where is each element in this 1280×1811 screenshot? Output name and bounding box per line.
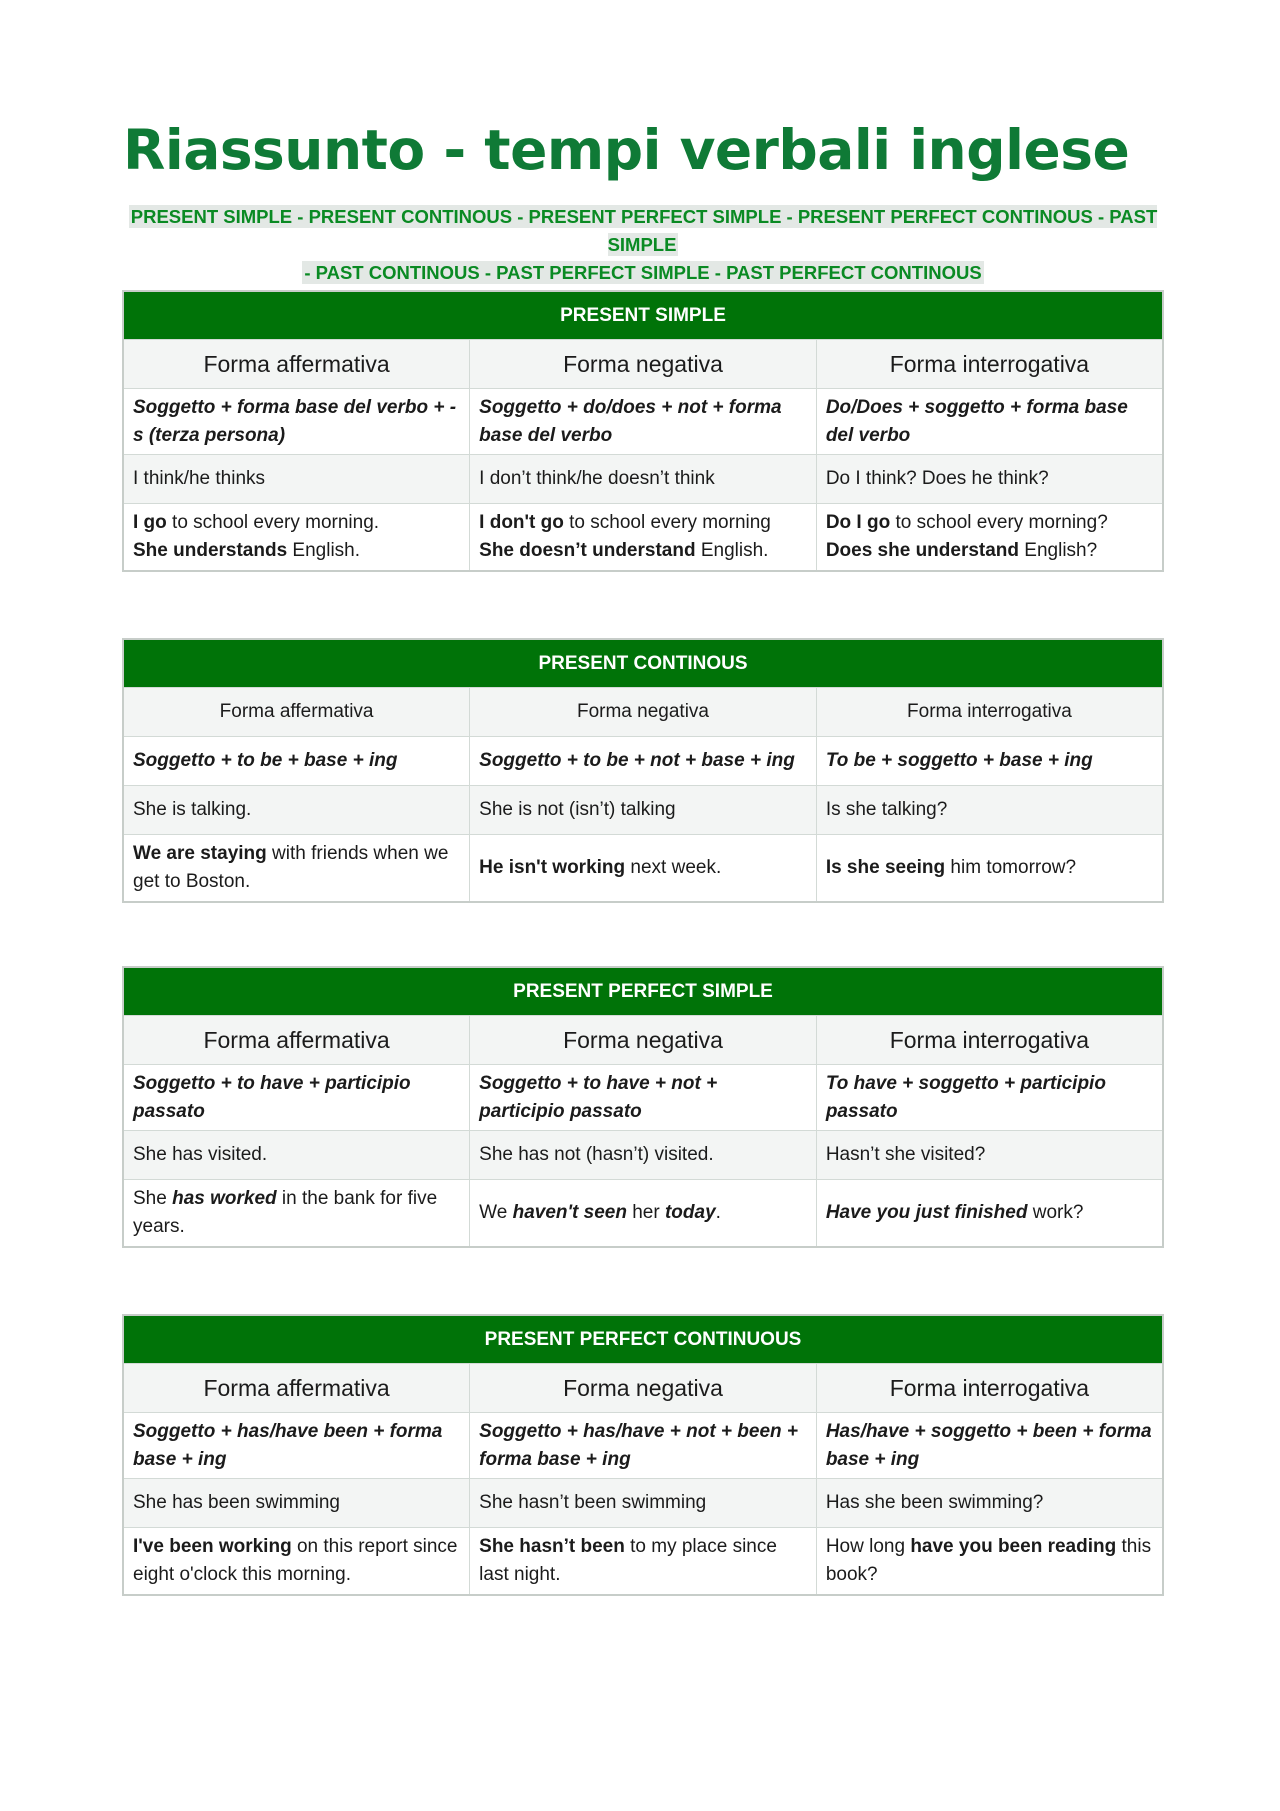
- tense-list-line-1: PRESENT SIMPLE - PRESENT CONTINOUS - PRESENT PERFECT SIMPLE - PRESENT PERFECT CONTINOUS - PAST SIMPLE: [130, 206, 1158, 255]
- short-example-interrogative: Is she talking?: [816, 786, 1163, 835]
- example-text: English.: [287, 540, 361, 561]
- example-verb: Does she understand: [825, 540, 1020, 561]
- example-verb: He isn't working: [479, 857, 626, 878]
- sentence-example-affirmative: [123, 1180, 470, 1248]
- example-text: work?: [1027, 1202, 1084, 1223]
- short-example-negative: She hasn’t been swimming: [470, 1479, 817, 1528]
- example-text: him tomorrow?: [945, 857, 1077, 878]
- example-verb: has worked: [172, 1188, 277, 1209]
- example-text: We: [479, 1202, 513, 1223]
- example-text: her: [626, 1202, 665, 1223]
- column-header-negative: Forma negativa: [470, 340, 817, 389]
- sentence-example-negative: [470, 1180, 817, 1248]
- example-text: next week.: [625, 857, 722, 878]
- sentence-example-affirmative: [123, 1528, 470, 1596]
- example-verb: She understands: [133, 540, 288, 561]
- table-present-continous: [122, 638, 1164, 903]
- formula-interrogative: To have + soggetto + participio passato: [816, 1065, 1163, 1131]
- short-example-row: [123, 1479, 1163, 1528]
- tense-list: [123, 203, 1163, 287]
- table-present-perfect-continuous: [122, 1314, 1164, 1596]
- short-example-affirmative: She is talking.: [123, 786, 470, 835]
- table-title: PRESENT PERFECT SIMPLE: [123, 967, 1163, 1016]
- example-verb: I go: [133, 512, 167, 533]
- column-header-interrogative: Forma interrogativa: [816, 1364, 1163, 1413]
- formula-affirmative: Soggetto + forma base del verbo + -s (terza persona): [123, 389, 470, 455]
- table-header-row: [123, 1315, 1163, 1364]
- example-text: English.: [695, 540, 769, 561]
- example-verb: She hasn’t been: [479, 1536, 625, 1557]
- sentence-example-row: [123, 504, 1163, 572]
- column-header-affirmative: Forma affermativa: [123, 340, 470, 389]
- sentence-example-negative: [470, 835, 817, 903]
- short-example-interrogative: Do I think? Does he think?: [816, 455, 1163, 504]
- example-text: .: [715, 1202, 721, 1223]
- sentence-example-interrogative: [816, 1180, 1163, 1248]
- sentence-example-negative: [470, 1528, 817, 1596]
- example-verb: Have you just finished: [825, 1202, 1028, 1223]
- short-example-affirmative: I think/he thinks: [123, 455, 470, 504]
- short-example-negative: I don’t think/he doesn’t think: [470, 455, 817, 504]
- sentence-example-negative: [470, 504, 817, 572]
- formula-interrogative: Has/have + soggetto + been + forma base + ing: [816, 1413, 1163, 1479]
- column-header-affirmative: Forma affermativa: [123, 688, 470, 737]
- short-example-affirmative: She has been swimming: [123, 1479, 470, 1528]
- column-header-row: [123, 340, 1163, 389]
- short-example-row: [123, 1131, 1163, 1180]
- sentence-example-row: [123, 835, 1163, 903]
- example-verb: Do I go: [825, 512, 891, 533]
- column-header-affirmative: Forma affermativa: [123, 1364, 470, 1413]
- sentence-example-affirmative: [123, 504, 470, 572]
- example-text: in the bank for five years.: [133, 1188, 438, 1237]
- sentence-example-row: [123, 1528, 1163, 1596]
- sentence-example-interrogative: [816, 835, 1163, 903]
- page-title: Riassunto - tempi verbali inglese: [123, 118, 1130, 182]
- sentence-example-interrogative: [816, 504, 1163, 572]
- formula-row: [123, 1413, 1163, 1479]
- example-verb: We are staying: [133, 843, 267, 864]
- formula-interrogative: To be + soggetto + base + ing: [816, 737, 1163, 786]
- column-header-negative: Forma negativa: [470, 688, 817, 737]
- example-text: this book?: [825, 1536, 1152, 1585]
- example-verb: haven't seen: [512, 1202, 627, 1223]
- example-time-word: today: [664, 1202, 716, 1223]
- table-title: PRESENT PERFECT CONTINUOUS: [123, 1315, 1163, 1364]
- example-text: English?: [1019, 540, 1098, 561]
- column-header-interrogative: Forma interrogativa: [816, 1016, 1163, 1065]
- short-example-negative: She is not (isn’t) talking: [470, 786, 817, 835]
- table-header-row: [123, 639, 1163, 688]
- column-header-affirmative: Forma affermativa: [123, 1016, 470, 1065]
- table-header-row: [123, 967, 1163, 1016]
- example-verb: I've been working: [133, 1536, 292, 1557]
- table-present-perfect-simple: [122, 966, 1164, 1248]
- column-header-interrogative: Forma interrogativa: [816, 688, 1163, 737]
- formula-row: [123, 389, 1163, 455]
- example-text: She: [133, 1188, 173, 1209]
- example-verb: I don't go: [479, 512, 564, 533]
- short-example-negative: She has not (hasn’t) visited.: [470, 1131, 817, 1180]
- example-text: to my place since last night.: [479, 1536, 777, 1585]
- column-header-row: [123, 1016, 1163, 1065]
- formula-affirmative: Soggetto + to have + participio passato: [123, 1065, 470, 1131]
- example-text: to school every morning.: [166, 512, 380, 533]
- short-example-row: [123, 786, 1163, 835]
- sentence-example-interrogative: [816, 1528, 1163, 1596]
- table-present-simple: [122, 290, 1164, 572]
- column-header-negative: Forma negativa: [470, 1364, 817, 1413]
- table-title: PRESENT SIMPLE: [123, 291, 1163, 340]
- example-verb: Is she seeing: [825, 857, 946, 878]
- example-verb: have you been reading: [910, 1536, 1117, 1557]
- formula-affirmative: Soggetto + to be + base + ing: [123, 737, 470, 786]
- short-example-row: [123, 455, 1163, 504]
- short-example-interrogative: Has she been swimming?: [816, 1479, 1163, 1528]
- example-text: How long: [825, 1536, 911, 1557]
- column-header-negative: Forma negativa: [470, 1016, 817, 1065]
- table-title: PRESENT CONTINOUS: [123, 639, 1163, 688]
- formula-negative: Soggetto + to be + not + base + ing: [470, 737, 817, 786]
- example-text: with friends when we get to Boston.: [133, 843, 449, 892]
- formula-row: [123, 1065, 1163, 1131]
- short-example-interrogative: Hasn’t she visited?: [816, 1131, 1163, 1180]
- formula-interrogative: Do/Does + soggetto + forma base del verbo: [816, 389, 1163, 455]
- example-verb: She doesn’t understand: [479, 540, 696, 561]
- sentence-example-affirmative: [123, 835, 470, 903]
- formula-negative: Soggetto + has/have + not + been + forma base + ing: [470, 1413, 817, 1479]
- column-header-row: [123, 688, 1163, 737]
- example-text: to school every morning?: [890, 512, 1108, 533]
- formula-row: [123, 737, 1163, 786]
- tense-list-line-2: - PAST CONTINOUS - PAST PERFECT SIMPLE - PAST PERFECT CONTINOUS: [304, 262, 982, 283]
- formula-negative: Soggetto + do/does + not + forma base del verbo: [470, 389, 817, 455]
- table-header-row: [123, 291, 1163, 340]
- sentence-example-row: [123, 1180, 1163, 1248]
- example-text: to school every morning: [563, 512, 771, 533]
- short-example-affirmative: She has visited.: [123, 1131, 470, 1180]
- column-header-row: [123, 1364, 1163, 1413]
- column-header-interrogative: Forma interrogativa: [816, 340, 1163, 389]
- formula-affirmative: Soggetto + has/have been + forma base + ing: [123, 1413, 470, 1479]
- formula-negative: Soggetto + to have + not + participio passato: [470, 1065, 817, 1131]
- example-text: on this report since eight o'clock this morning.: [133, 1536, 458, 1585]
